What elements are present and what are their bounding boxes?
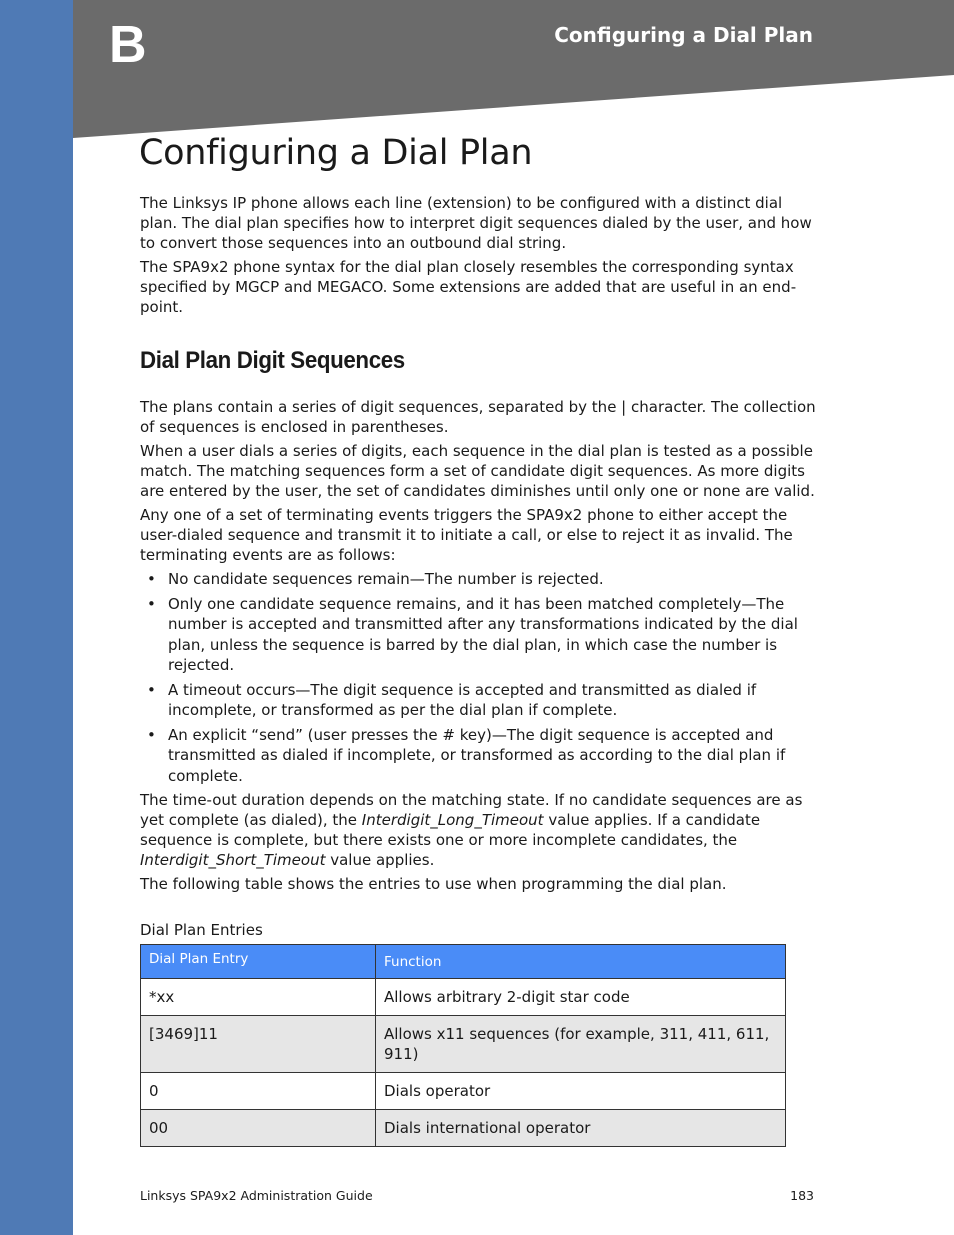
text-run: value applies. [325,851,435,869]
dial-plan-table [140,944,786,1147]
table-cell-entry: *xx [141,979,376,1016]
list-item-text: Only one candidate sequence remains, and it has been matched completely—The number is accepted and transmitted after any transformations indicated by the dial plan, unless the sequence is barred by the dial plan, in which case the number is rejected. [168,594,798,674]
table-cell-function: Dials international operator [376,1110,786,1147]
bullet-icon: • [147,570,156,588]
bullet-icon: • [147,725,156,744]
table-row [141,1110,786,1147]
intro-paragraph: The Linksys IP phone allows each line (extension) to be configured with a distinct dial plan. The dial plan specifies how to interpret digit sequences dialed by the user, and how to convert those sequences into an outbound dial string. [140,194,812,252]
table-cell-function: Dials operator [376,1073,786,1110]
header-band [73,0,954,138]
text-run: value applies. If a candidate sequence is complete, but there exists one or more incomplete candidates, the [140,811,761,849]
table-cell-function: Allows x11 sequences (for example, 311, 411, 611, 911) [376,1016,786,1073]
text-run: The time-out duration depends on the matching state. If no candidate sequences are as yet complete (as dialed), the [140,791,803,829]
bullet-icon: • [147,680,156,699]
table-cell-entry: [3469]11 [141,1016,376,1073]
body-paragraph: Any one of a set of terminating events triggers the SPA9x2 phone to either accept the user-dialed sequence and transmit it to initiate a call, or else to reject it as invalid. The terminating events are as follows: [140,506,793,564]
terminating-events-list [140,569,816,786]
column-header: Function [376,945,786,979]
main-content [140,193,816,1147]
table-cell-entry: 00 [141,1110,376,1147]
body-paragraph: When a user dials a series of digits, each sequence in the dial plan is tested as a possible match. The matching sequences form a set of candidate digit sequences. As more digits are entered by the user, the set of candidates diminishes until only one or none are valid. [140,442,815,500]
list-item [140,594,816,676]
footer-doc-title: Linksys SPA9x2 Administration Guide [140,1188,373,1203]
list-item [140,680,816,721]
body-paragraph: The plans contain a series of digit sequences, separated by the | character. The collection of sequences is enclosed in parentheses. [140,398,816,436]
table-cell-function: Allows arbitrary 2-digit star code [376,979,786,1016]
table-caption: Dial Plan Entries [140,921,263,939]
footer-page-number: 183 [790,1188,814,1203]
intro-paragraph: The SPA9x2 phone syntax for the dial plan closely resembles the corresponding syntax specified by MGCP and MEGACO. Some extensions are added that are useful in an end-point. [140,258,797,316]
list-item [140,725,816,787]
bullet-icon: • [147,594,156,613]
section-heading: Dial Plan Digit Sequences [140,347,405,374]
list-item [140,569,816,590]
running-header-title: Configuring a Dial Plan [554,23,813,47]
list-item-text: No candidate sequences remain—The number is rejected. [168,570,604,588]
table-cell-entry: 0 [141,1073,376,1110]
side-accent-bar [0,0,73,1235]
timeout-paragraph [140,790,816,870]
body-paragraph: The following table shows the entries to use when programming the dial plan. [140,875,727,893]
chapter-letter: B [109,16,147,74]
list-item-text: An explicit “send” (user presses the # key)—The digit sequence is accepted and transmitted as dialed if incomplete, or transformed as according to the dial plan if complete. [168,725,786,785]
table-row [141,979,786,1016]
term-long-timeout: Interdigit_Long_Timeout [361,811,544,829]
table-header-row [141,945,786,979]
column-header: Dial Plan Entry [141,945,376,979]
page-title: Configuring a Dial Plan [139,133,533,173]
table-row [141,1073,786,1110]
list-item-text: A timeout occurs—The digit sequence is accepted and transmitted as dialed if incomplete, or transformed as per the dial plan if complete. [168,680,757,719]
table-row [141,1016,786,1073]
term-short-timeout: Interdigit_Short_Timeout [140,851,326,869]
